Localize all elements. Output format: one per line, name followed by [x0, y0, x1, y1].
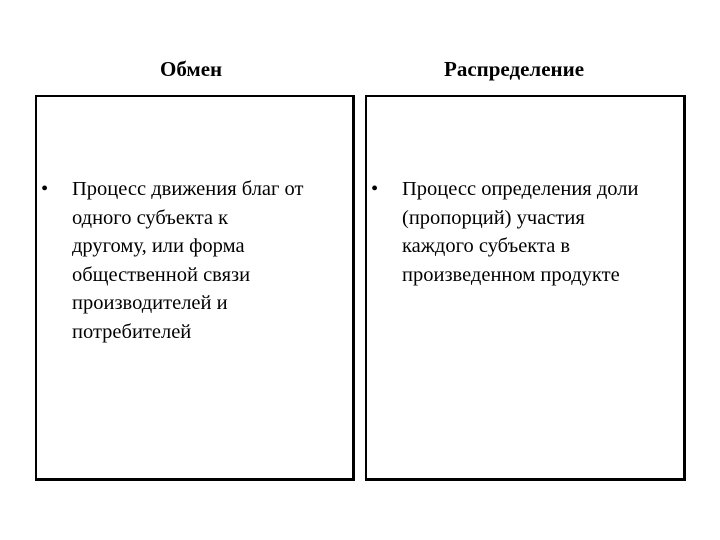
- exchange-definition-box: [35, 95, 355, 481]
- bullet-icon: •: [41, 178, 49, 200]
- heading-distribution: Распределение: [444, 57, 585, 81]
- distribution-definition-box: [365, 95, 686, 481]
- distribution-definition-text: Процесс определения доли (пропорций) участия каждого субъекта в произведенном продукте: [402, 178, 639, 286]
- bullet-icon: •: [371, 178, 379, 200]
- heading-exchange: Обмен: [160, 57, 223, 81]
- exchange-definition-text: Процесс движения благ от одного субъекта к другому, или форма общественной связи производителей и потребителей: [72, 178, 304, 343]
